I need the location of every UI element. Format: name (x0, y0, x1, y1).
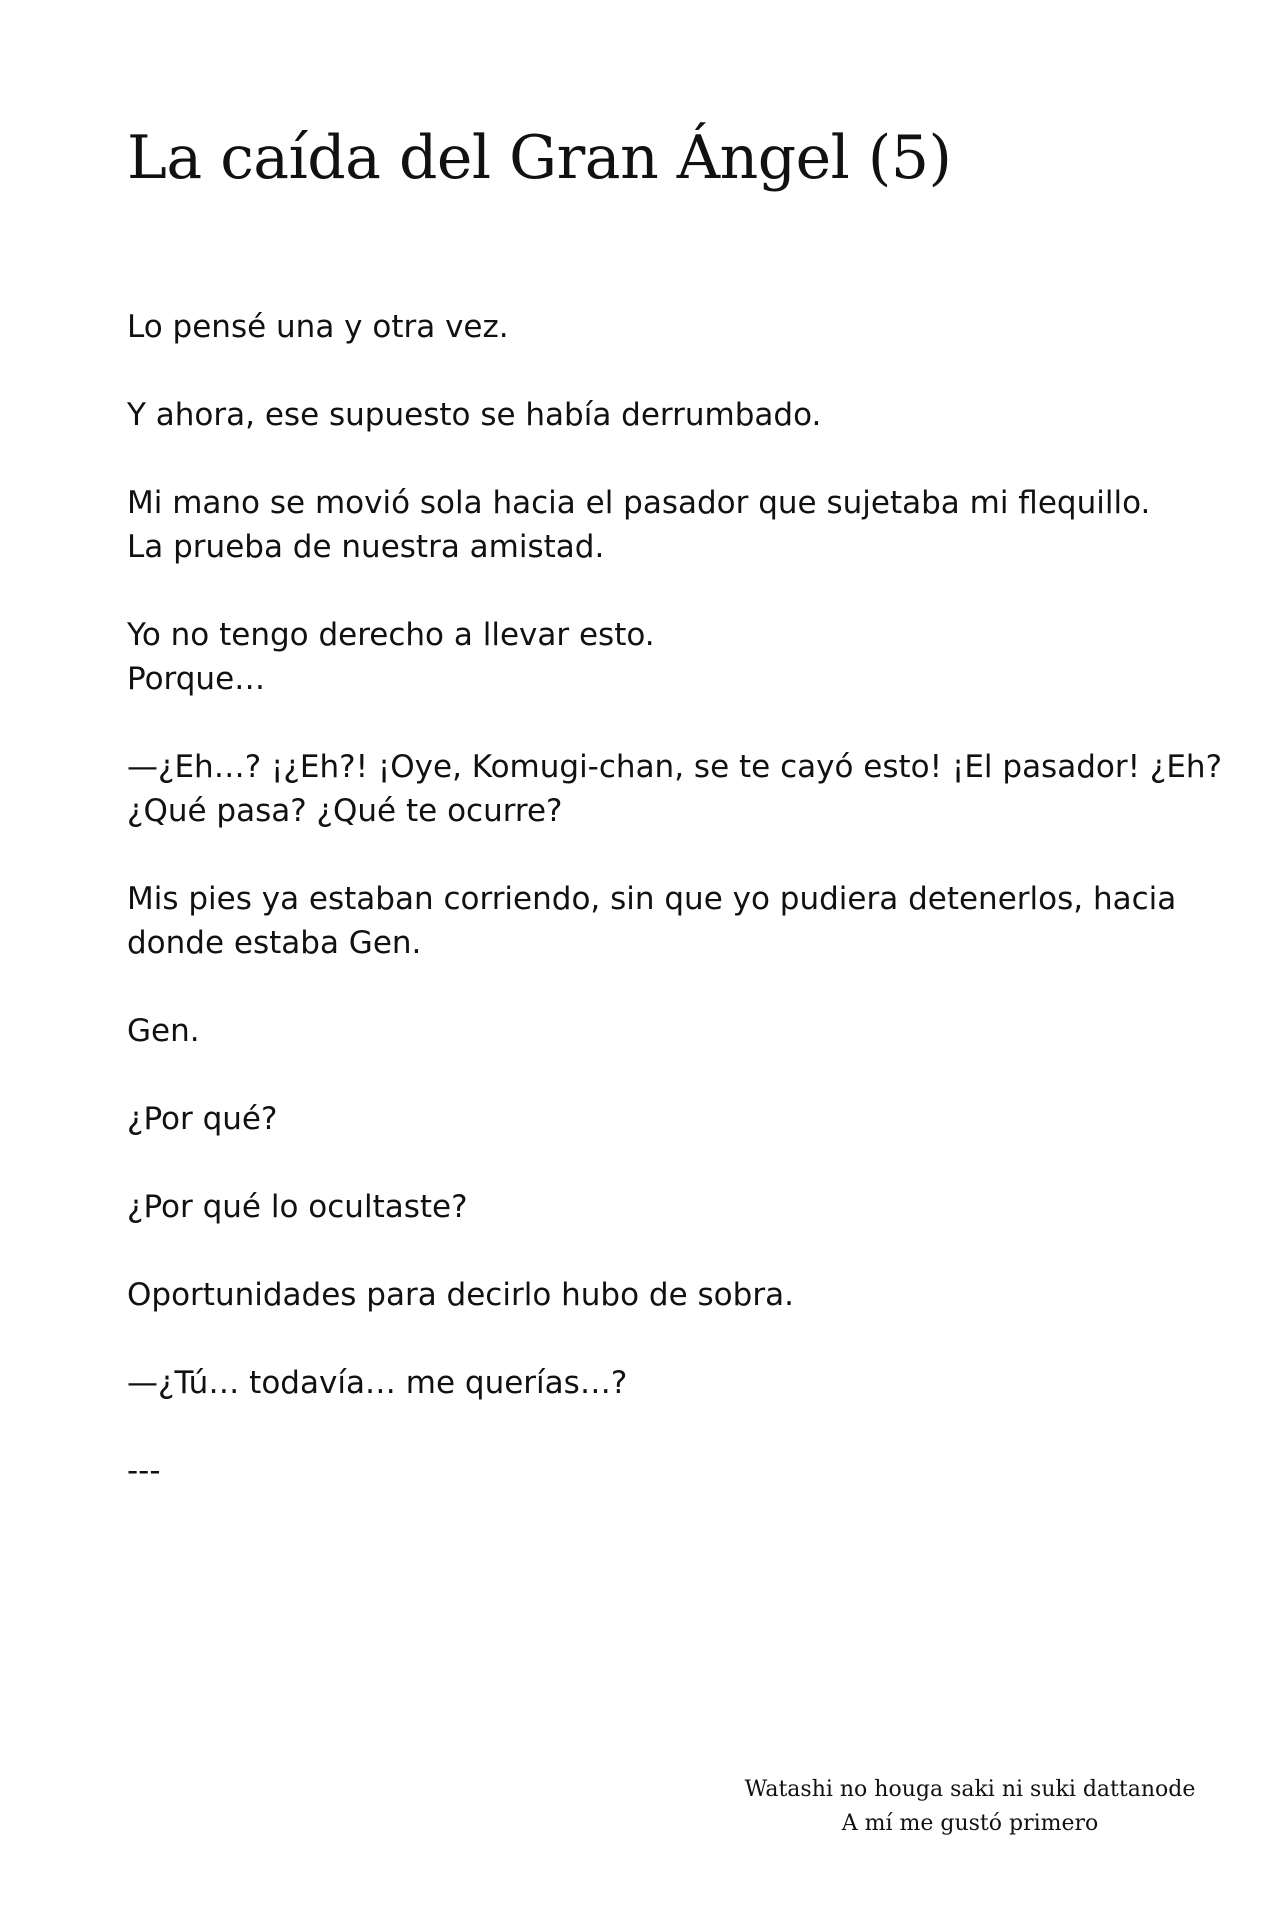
paragraph (127, 1009, 1167, 1053)
text-line: Oportunidades para decirlo hubo de sobra. (127, 1277, 794, 1313)
text-line: --- (127, 1453, 161, 1489)
paragraph (127, 481, 1167, 569)
text-line: La prueba de nuestra amistad. (127, 529, 605, 565)
text-line: ¿Por qué lo ocultaste? (127, 1189, 468, 1225)
text-line: —¿Eh…? ¡¿Eh?! ¡Oye, Komugi-chan, se te cayó esto! ¡El pasador! ¿Eh? (127, 749, 1223, 785)
footer-series-subtitle: A mí me gustó primero (841, 1811, 1099, 1836)
chapter-title: La caída del Gran Ángel (5) (127, 123, 952, 193)
paragraph (127, 1097, 1167, 1141)
text-line: ¿Qué pasa? ¿Qué te ocurre? (127, 793, 563, 829)
scene-break (127, 1449, 1167, 1493)
paragraph (127, 1361, 1167, 1405)
text-line: ¿Por qué? (127, 1101, 278, 1137)
text-line: Y ahora, ese supuesto se había derrumbado. (127, 397, 822, 433)
paragraph (127, 305, 1167, 349)
text-line: Porque… (127, 661, 266, 697)
text-line: Mis pies ya estaban corriendo, sin que yo pudiera detenerlos, hacia (127, 881, 1177, 917)
text-line: Mi mano se movió sola hacia el pasador que sujetaba mi flequillo. (127, 485, 1151, 521)
paragraph (127, 393, 1167, 437)
paragraph (127, 1185, 1167, 1229)
text-line: Yo no tengo derecho a llevar esto. (127, 617, 655, 653)
paragraph (127, 1273, 1167, 1317)
paragraph (127, 613, 1167, 701)
text-line: Gen. (127, 1013, 200, 1049)
chapter-body (127, 305, 1223, 1537)
text-line: —¿Tú… todavía… me querías…? (127, 1365, 628, 1401)
text-line: Lo pensé una y otra vez. (127, 309, 509, 345)
footer-series-title: Watashi no houga saki ni suki dattanode (744, 1777, 1196, 1802)
page-footer (700, 1773, 1240, 1841)
paragraph (127, 745, 1223, 833)
paragraph (127, 877, 1177, 965)
text-line: donde estaba Gen. (127, 925, 422, 961)
